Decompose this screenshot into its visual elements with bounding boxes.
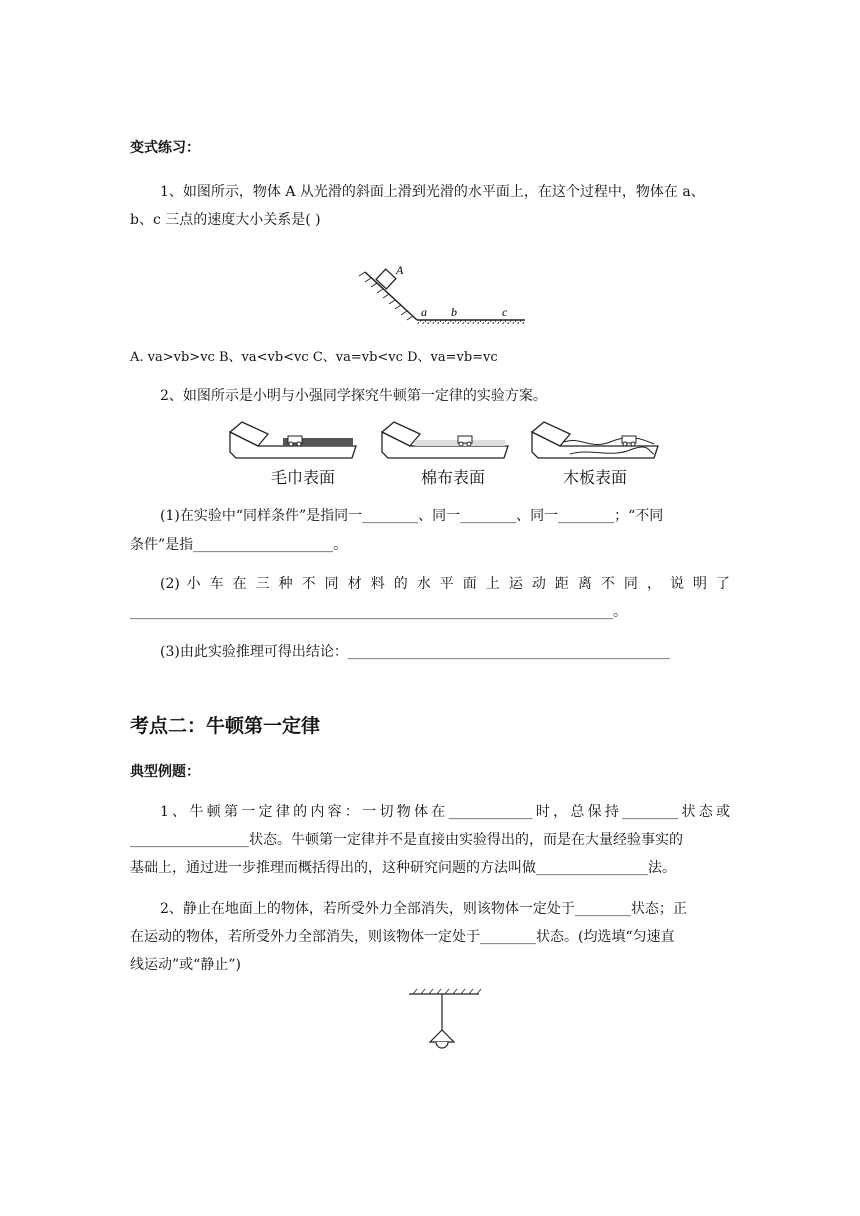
towel-surface-label: 毛巾表面 [270, 468, 335, 487]
hanging-lamp-figure [405, 988, 485, 1058]
typical-examples-title: 典型例题： [130, 764, 200, 780]
q2-stem: 2、如图所示是小明与小强同学探究牛顿第一定律的实验方案。 [160, 388, 547, 404]
ex1-line-1: 1、牛顿第一定律的内容：一切物体在____________时，总保持________状态或 [160, 804, 730, 820]
ex1-line-3: 基础上，通过进一步推理而概括得出的，这种研究问题的方法叫做________________法。 [130, 860, 676, 876]
ex2-line-3: 线运动”或“静止”) [130, 957, 241, 973]
point-b-label: b [451, 305, 457, 319]
q2-part3: (3)由此实验推理可得出结论：______________________________________________ [160, 644, 670, 660]
q2-part1-line-1: (1)在实验中“同样条件”是指同一________、同一________、同一________；“不同 [160, 508, 664, 524]
q2-part2-line-2: _____________________________________________________________________。 [130, 604, 627, 620]
towel-surface-diagram [228, 420, 358, 460]
q1-line-2: b、c 三点的速度大小关系是( ) [130, 212, 321, 228]
ex2-line-1: 2、静止在地面上的物体，若所受外力全部消失，则该物体一定处于________状态；正 [160, 901, 687, 917]
incline-figure [355, 262, 535, 332]
cotton-surface-diagram [380, 420, 510, 460]
wood-surface-diagram [530, 420, 660, 460]
ex1-line-2: _________________状态。牛顿第一定律并不是直接由实验得出的，而是在大量经验事实的 [130, 832, 683, 848]
point-a-label: a [421, 305, 427, 319]
ex2-line-2: 在运动的物体，若所受外力全部消失，则该物体一定处于________状态。(均选填“匀速直 [130, 929, 675, 945]
variant-exercise-title: 变式练习： [130, 140, 200, 156]
q1-line-1: 1、如图所示，物体 A 从光滑的斜面上滑到光滑的水平面上，在这个过程中，物体在 a、 [160, 184, 705, 200]
block-label: A [396, 263, 404, 277]
q1-options: A. va>vb>vc B、va<vb<vc C、va=vb<vc D、va=vb=vc [130, 350, 498, 365]
section-two-heading: 考点二：牛顿第一定律 [130, 715, 321, 737]
point-c-label: c [502, 305, 508, 319]
q2-part1-line-2: 条件”是指____________________。 [130, 537, 348, 553]
wood-surface-label: 木板表面 [562, 468, 627, 487]
cotton-surface-label: 棉布表面 [420, 468, 485, 487]
q2-part2-line-1: (2) 小 车 在 三 种 不 同 材 料 的 水 平 面 上 运 动 距 离 不 同 ， 说 明 了 [160, 576, 730, 592]
